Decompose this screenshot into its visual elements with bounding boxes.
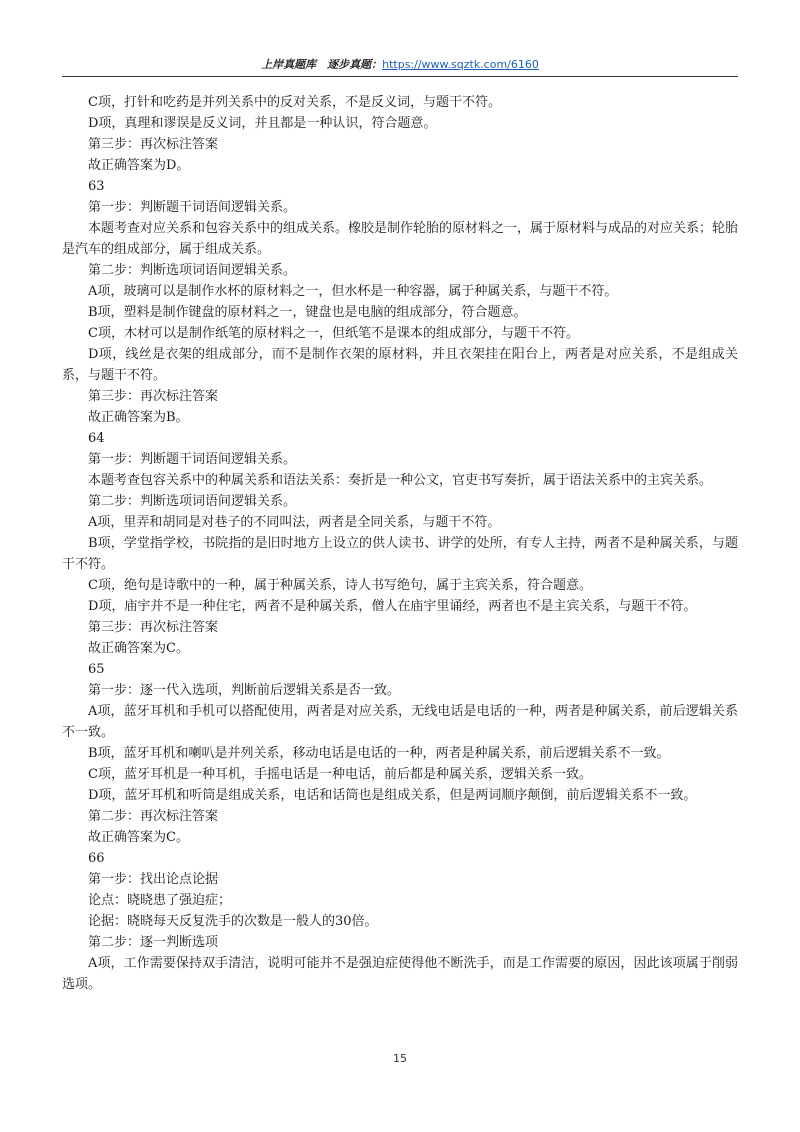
step-heading: 第二步：再次标注答案 xyxy=(88,809,219,824)
text-line: C项，绝句是诗歌中的一种，属于种属关系，诗人书写绝句，属于主宾关系，符合题意。 xyxy=(88,578,592,593)
text-line: A项，蓝牙耳机和手机可以搭配使用，两者是对应关系，无线电话是电话的一种，两者是种属关系，前后逻辑关系不一致。 xyxy=(62,704,738,740)
text-line: A项，工作需要保持双手清洁，说明可能并不是强迫症使得他不断洗手，而是工作需要的原因，因此该项属于削弱选项。 xyxy=(62,956,738,992)
text-line: D项，庙宇并不是一种住宅，两者不是种属关系，僧人在庙宇里诵经，两者也不是主宾关系，与题干不符。 xyxy=(88,599,697,614)
text-line: C项，打针和吃药是并列关系中的反对关系，不是反义词，与题干不符。 xyxy=(88,95,501,110)
text-line: A项，玻璃可以是制作水杯的原材料之一，但水杯是一种容器，属于种属关系，与题干不符。 xyxy=(88,284,618,299)
text-line: D项，蓝牙耳机和听筒是组成关系，电话和话筒也是组成关系，但是两词顺序颠倒，前后逻辑关系不一致。 xyxy=(88,788,697,803)
text-line: B项，塑料是制作键盘的原材料之一，键盘也是电脑的组成部分，符合题意。 xyxy=(88,305,527,320)
step-heading: 第一步：逐一代入选项，判断前后逻辑关系是否一致。 xyxy=(88,683,401,698)
step-heading: 第三步：再次标注答案 xyxy=(88,137,219,152)
step-heading: 第二步：逐一判断选项 xyxy=(88,935,219,950)
step-heading: 第三步：再次标注答案 xyxy=(88,389,219,404)
question-number: 66 xyxy=(88,851,105,866)
answer-line: 故正确答案为C。 xyxy=(88,830,189,845)
question-number: 63 xyxy=(88,179,105,194)
step-heading: 第一步：判断题干词语间逻辑关系。 xyxy=(88,200,297,215)
text-line: 本题考查对应关系和包容关系中的组成关系。橡胶是制作轮胎的原材料之一，属于原材料与成品的对应关系；轮胎是汽车的组成部分，属于组成关系。 xyxy=(62,221,739,257)
page-header xyxy=(62,56,738,76)
document-body xyxy=(62,92,738,995)
answer-line: 故正确答案为B。 xyxy=(88,410,189,425)
step-heading: 第二步：判断选项词语间逻辑关系。 xyxy=(88,263,297,278)
text-line: 本题考查包容关系中的种属关系和语法关系：奏折是一种公文，官吏书写奏折，属于语法关系中的主宾关系。 xyxy=(88,473,713,488)
question-number: 64 xyxy=(88,431,105,446)
question-number: 65 xyxy=(88,662,105,677)
text-line: D项，线丝是衣架的组成部分，而不是制作衣架的原材料，并且衣架挂在阳台上，两者是对应关系，不是组成关系，与题干不符。 xyxy=(62,347,738,383)
text-line: A项，里弄和胡同是对巷子的不同叫法，两者是全同关系，与题干不符。 xyxy=(88,515,501,530)
text-line: 论据：晓晓每天反复洗手的次数是一般人的30倍。 xyxy=(88,914,378,929)
step-heading: 第一步：判断题干词语间逻辑关系。 xyxy=(88,452,297,467)
step-heading: 第三步：再次标注答案 xyxy=(88,620,219,635)
text-line: 论点：晓晓患了强迫症； xyxy=(88,893,232,908)
text-line: C项，木材可以是制作纸笔的原材料之一，但纸笔不是课本的组成部分，与题干不符。 xyxy=(88,326,579,341)
text-line: B项，蓝牙耳机和喇叭是并列关系，移动电话是电话的一种，两者是种属关系，前后逻辑关系不一致。 xyxy=(88,746,670,761)
header-link[interactable]: https://www.sqztk.com/6160 xyxy=(382,58,539,71)
text-line: C项，蓝牙耳机是一种耳机，手摇电话是一种电话，前后都是种属关系，逻辑关系一致。 xyxy=(88,767,592,782)
answer-line: 故正确答案为C。 xyxy=(88,641,189,656)
step-heading: 第二步：判断选项词语间逻辑关系。 xyxy=(88,494,297,509)
text-line: D项，真理和谬误是反义词，并且都是一种认识，符合题意。 xyxy=(88,116,437,131)
header-divider xyxy=(62,76,738,77)
step-heading: 第一步：找出论点论据 xyxy=(88,872,219,887)
header-title: 上岸真题库 逐步真题： xyxy=(261,58,383,71)
page-number: 15 xyxy=(393,1052,407,1065)
answer-line: 故正确答案为D。 xyxy=(88,158,190,173)
text-line: B项，学堂指学校，书院指的是旧时地方上设立的供人读书、讲学的处所，有专人主持，两者不是种属关系，与题干不符。 xyxy=(62,536,738,572)
